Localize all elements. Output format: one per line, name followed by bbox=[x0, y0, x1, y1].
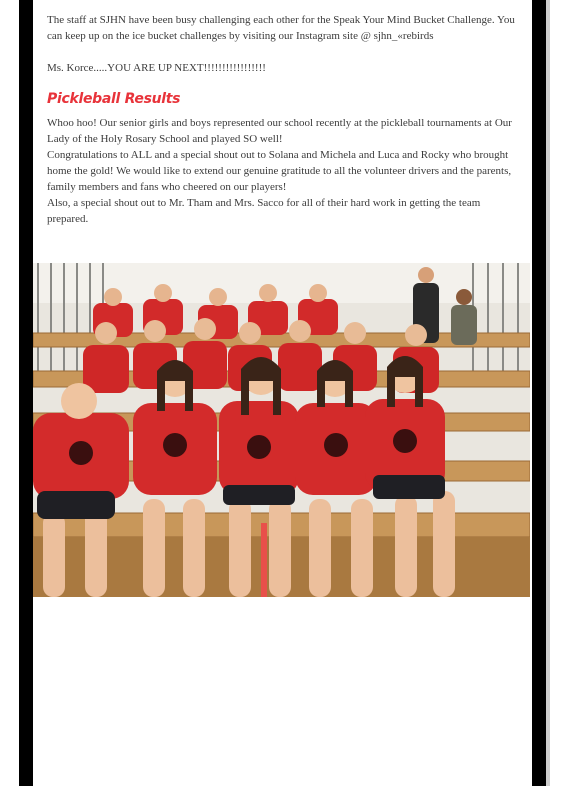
pickleball-line-3: Also, a special shout out to Mr. Tham and Mrs. Sacco for all of their hard work in getting the team prepared. bbox=[47, 197, 481, 225]
pickleball-line-2: Congratulations to ALL and a special shout out to Solana and Michela and Luca and Rocky who brought home the gold! We would like to extend our genuine gratitude to all the volunteer drivers and the parents, family members and fans who cheered on our players! bbox=[47, 149, 512, 193]
callout-line: Ms. Korce.....YOU ARE UP NEXT!!!!!!!!!!!!!!!!! bbox=[47, 62, 266, 74]
section-heading: Pickleball Results bbox=[47, 91, 181, 107]
right-page-border bbox=[532, 0, 546, 786]
newsletter-content bbox=[47, 12, 521, 227]
left-page-border bbox=[19, 0, 33, 786]
pickleball-line-1: Whoo hoo! Our senior girls and boys represented our school recently at the pickleball tournaments at Our Lady of the Holy Rosary School and played SO well! bbox=[47, 117, 512, 145]
intro-paragraph: The staff at SJHN have been busy challenging each other for the Speak Your Mind Bucket Challenge. You can keep up on the ice bucket challenges by visiting our Instagram site @ sjhn_«rebirds bbox=[47, 14, 515, 42]
page-shadow bbox=[546, 0, 550, 786]
team-photo bbox=[33, 263, 530, 597]
